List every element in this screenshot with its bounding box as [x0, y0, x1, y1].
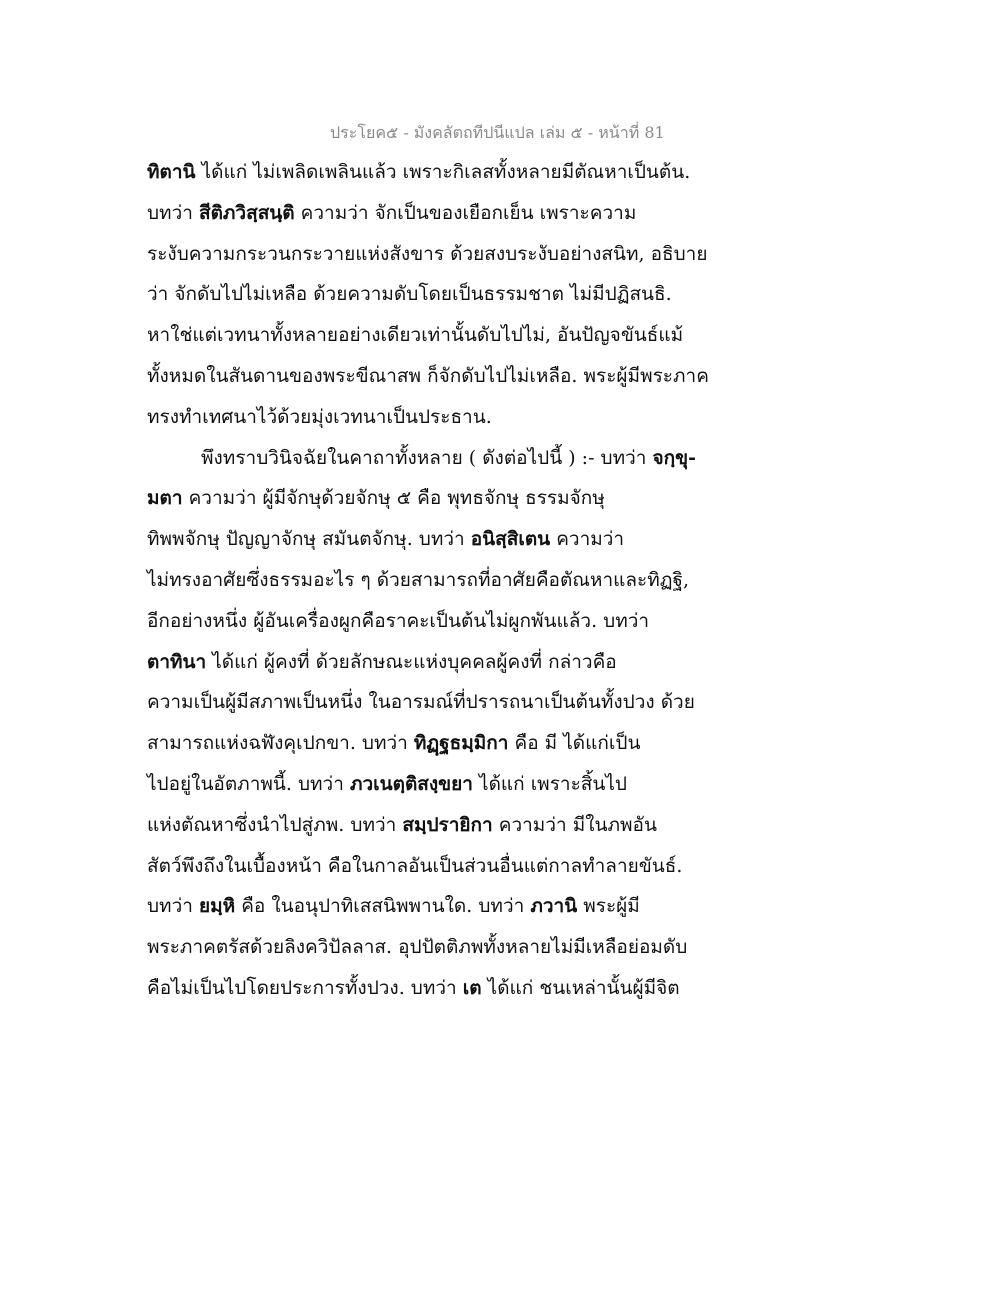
bold-term: เต	[462, 976, 482, 999]
bold-term: ตาทินา	[147, 650, 207, 673]
text-segment: ระงับความกระวนกระวายแห่งสังขาร ด้วยสงบระงับอย่างสนิท, อธิบาย	[147, 242, 708, 265]
text-line	[147, 234, 747, 275]
text-line	[147, 315, 747, 356]
text-segment: หาใช่แต่เวทนาทั้งหลายอย่างเดียวเท่านั้นดับไปไม่, อันปัญจขันธ์แม้	[147, 324, 684, 347]
text-segment: ทรงทำเทศนาไว้ด้วยมุ่งเวทนาเป็นประธาน.	[147, 405, 492, 428]
text-line	[147, 397, 747, 438]
text-segment: อีกอย่างหนึ่ง ผู้อันเครื่องผูกคือราคะเป็นต้นไม่ผูกพันแล้ว. บทว่า	[147, 609, 650, 632]
text-line	[147, 723, 747, 764]
bold-term: ภวานิ	[530, 895, 578, 918]
text-segment: ได้แก่ ผู้คงที่ ด้วยลักษณะแห่งบุคคลผู้คงที่ กล่าวคือ	[206, 650, 617, 673]
text-segment: พระภาคตรัสด้วยลิงควิปัลลาส. อุปปัตติภพทั้งหลายไม่มีเหลือย่อมดับ	[147, 936, 688, 959]
bold-term: สีติภวิสฺสนฺติ	[198, 201, 295, 224]
bold-term: ทิฏฺฐธมฺมิกา	[413, 732, 509, 755]
text-line	[147, 927, 747, 968]
text-segment: พึงทราบวินิจฉัยในคาถาทั้งหลาย ( ดังต่อไปนี้ ) :- บทว่า	[201, 446, 653, 469]
text-segment: ทั้งหมดในสันดานของพระขีณาสพ ก็จักดับไปไม่เหลือ. พระผู้มีพระภาค	[147, 364, 709, 387]
body-text	[147, 152, 747, 1009]
bold-term: ทิตานิ	[147, 161, 196, 183]
text-segment: ว่า จักดับไปไม่เหลือ ด้วยความดับโดยเป็นธรรมชาต ไม่มีปฏิสนธิ.	[147, 283, 672, 306]
text-segment: แห่งตัณหาซึ่งนำไปสู่ภพ. บทว่า	[147, 813, 403, 836]
text-line	[147, 478, 747, 519]
text-line	[147, 764, 747, 805]
bold-term: อนิสฺสิเตน	[470, 528, 551, 551]
text-segment: ความว่า จักเป็นของเยือกเย็น เพราะความ	[294, 201, 637, 224]
text-segment: ความว่า	[550, 528, 625, 551]
text-line	[147, 438, 747, 479]
text-segment: ไม่ทรงอาศัยซึ่งธรรมอะไร ๆ ด้วยสามารถที่อาศัยคือตัณหาและทิฏฐิ,	[147, 568, 690, 591]
text-segment: ไปอยู่ในอัตภาพนี้. บทว่า	[147, 772, 350, 795]
text-line	[147, 152, 747, 193]
text-line	[147, 356, 747, 397]
text-segment: พระผู้มี	[577, 895, 640, 918]
text-line	[147, 519, 747, 560]
text-segment: ได้แก่ เพราะสิ้นไป	[472, 772, 627, 795]
text-line	[147, 193, 747, 234]
bold-term: ภวเนตฺติสงฺขยา	[349, 772, 473, 795]
page-header: ประโยค๕ - มังคลัตถทีปนีแปล เล่ม ๕ - หน้าที่ 81	[330, 123, 665, 142]
text-segment: สามารถแห่งฉฬังคุเปกขา. บทว่า	[147, 732, 414, 755]
text-line	[147, 968, 747, 1009]
text-segment: คือ ในอนุปาทิเสสนิพพานใด. บทว่า	[235, 895, 531, 918]
text-segment: ความว่า ผู้มีจักษุด้วยจักษุ ๕ คือ พุทธจักษุ ธรรมจักษุ	[182, 487, 605, 510]
text-segment: สัตว์พึงถึงในเบื้องหน้า คือในกาลอันเป็นส่วนอื่นแต่กาลทำลายขันธ์.	[147, 854, 683, 877]
text-segment: บทว่า	[147, 895, 199, 918]
bold-term: จกฺขุ-	[652, 446, 697, 469]
text-line	[147, 682, 747, 723]
text-segment: ความเป็นผู้มีสภาพเป็นหนึ่ง ในอารมณ์ที่ปรารถนาเป็นต้นทั้งปวง ด้วย	[147, 691, 695, 714]
text-segment: คือไม่เป็นไปโดยประการทั้งปวง. บทว่า	[147, 976, 463, 999]
text-segment: ได้แก่ ชนเหล่านั้นผู้มีจิต	[481, 976, 680, 999]
text-line	[147, 886, 747, 927]
text-line	[147, 846, 747, 887]
text-segment: บทว่า	[147, 201, 199, 224]
text-line	[147, 642, 747, 683]
text-segment: ความว่า มีในภพอัน	[492, 813, 657, 836]
text-segment: คือ มี ได้แก่เป็น	[508, 732, 641, 755]
text-line	[147, 601, 747, 642]
text-segment: ทิพพจักษุ ปัญญาจักษุ สมันตจักษุ. บทว่า	[147, 528, 471, 551]
text-line	[147, 805, 747, 846]
text-line	[147, 274, 747, 315]
bold-term: สมฺปรายิกา	[402, 813, 493, 836]
bold-term: ยมฺหิ	[198, 895, 236, 918]
text-line	[147, 560, 747, 601]
bold-term: มตา	[147, 487, 183, 510]
text-segment: ได้แก่ ไม่เพลิดเพลินแล้ว เพราะกิเลสทั้งหลายมีตัณหาเป็นต้น.	[195, 161, 691, 183]
